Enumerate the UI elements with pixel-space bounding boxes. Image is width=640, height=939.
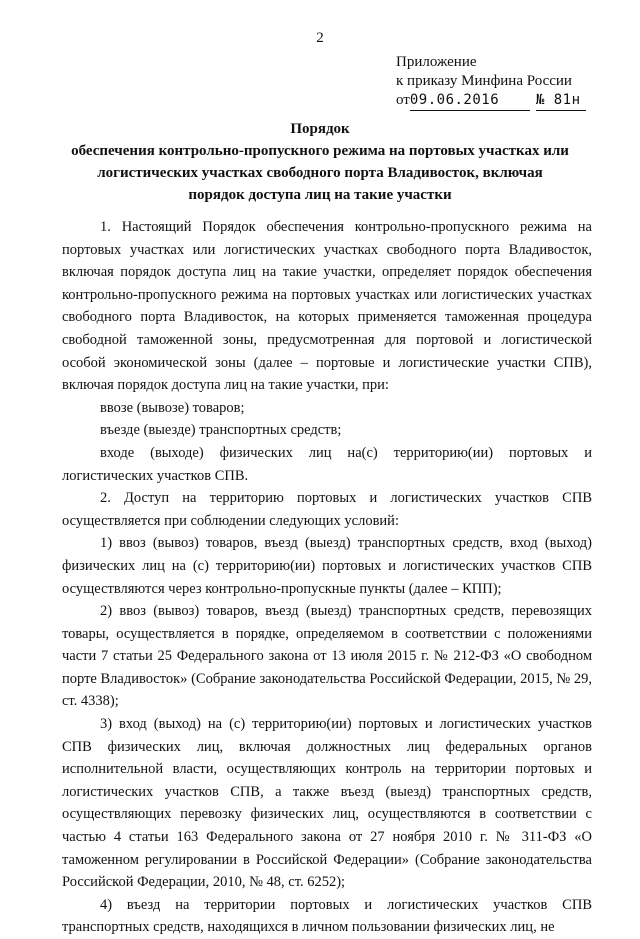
paragraph: 1. Настоящий Порядок обеспечения контрольно-пропускного режима на портовых участках или логистических участках свободного порта Владивосток, включая порядок доступа лиц на такие участки, определяет порядок обеспечения контрольно-пропускного режима на портовых участках или логистических участках свободного порта Владивосток, на которых применяется таможенная процедура свободной таможенной зоны, предусмотренная для портовой и логистической особой экономической зоны (далее – портовые и логистические участки СПВ), включая порядок доступа лиц на такие участки, при: [62, 219, 592, 394]
page-number: 2 [316, 30, 324, 46]
order-date: 09.06.2016 [410, 91, 530, 111]
number-prefix: № [535, 92, 545, 108]
number-value: 81н [553, 92, 581, 108]
paragraph: 1) ввоз (вывоз) товаров, въезд (выезд) транспортных средств, вход (выход) физических лиц на (с) территорию(ии) портовых и логистических участков СПВ осуществляются через контрольно-пропускные пункты (далее – КПП); [62, 535, 592, 597]
order-number [536, 91, 586, 111]
title-heading: Порядок [290, 121, 350, 137]
appendix-order-ref: к приказу Минфина России [396, 73, 572, 89]
appendix-title: Приложение [396, 54, 477, 70]
date-prefix: от [396, 92, 410, 108]
document-body [62, 216, 592, 939]
appendix-date-line [396, 91, 606, 111]
paragraph: 3) вход (выход) на (с) территорию(ии) портовых и логистических участков СПВ физических лиц, включая должностных лиц федеральных органов исполнительной власти, осуществляющих контроль на территории портовых и логистических участков СПВ, а также въезд (выезд) транспортных средств, осуществляющих перевозку физических лиц, осуществляются в соответствии с частью 4 статьи 163 Федерального закона от 27 ноября 2010 г. № 311-ФЗ «О таможенном регулировании в Российской Федерации» (Собрание законодательства Российской Федерации, 2010, № 48, ст. 6252); [62, 716, 592, 891]
paragraph: 4) въезд на территории портовых и логистических участков СПВ транспортных средств, находящихся в личном пользовании физических лиц, не [62, 896, 592, 936]
appendix-block [396, 53, 606, 111]
title-subtitle: обеспечения контрольно-пропускного режима на портовых участках или логистических участках свободного порта Владивосток, включая порядок доступа лиц на такие участки [71, 143, 569, 203]
paragraph: 2. Доступ на территорию портовых и логистических участков СПВ осуществляется при соблюдении следующих условий: [62, 490, 592, 529]
paragraph: входе (выходе) физических лиц на(с) территорию(ии) портовых и логистических участков СПВ. [62, 444, 592, 484]
paragraph: ввозе (вывозе) товаров; [100, 399, 245, 416]
document-title [70, 118, 570, 206]
paragraph: 2) ввоз (вывоз) товаров, въезд (выезд) транспортных средств, перевозящих товары, осуществляется в порядке, определяемом в соответствии с положениями части 7 статьи 25 Федерального закона от 13 июля 2015 г. № 212-ФЗ «О свободном порте Владивосток» (Собрание законодательства Российской Федерации, 2015, № 29, ст. 4338); [62, 603, 592, 710]
paragraph: въезде (выезде) транспортных средств; [100, 422, 342, 439]
